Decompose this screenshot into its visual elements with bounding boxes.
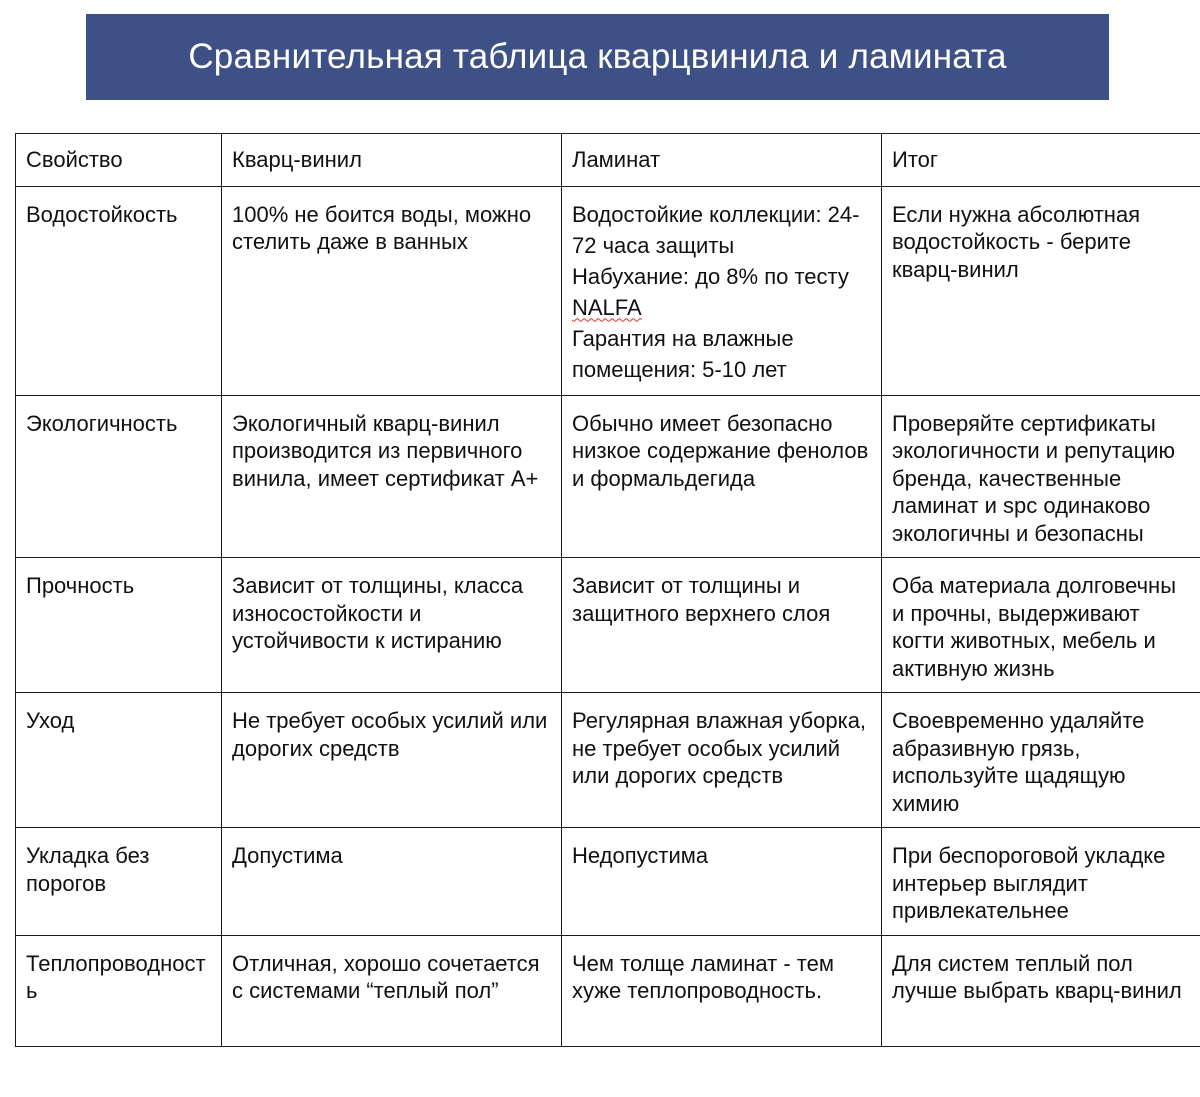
cell-summary: Своевременно удаляйте абразивную грязь, используйте щадящую химию bbox=[882, 693, 1200, 828]
cell-summary: Оба материала долговечны и прочны, выдерживают когти животных, мебель и активную жизнь bbox=[882, 558, 1200, 693]
cell-laminate: Регулярная влажная уборка, не требует особых усилий или дорогих средств bbox=[562, 693, 882, 828]
cell-quartz-vinyl: Не требует особых усилий или дорогих средств bbox=[222, 693, 562, 828]
cell-summary: Проверяйте сертификаты экологичности и репутацию бренда, качественные ламинат и spc одинаково экологичны и безопасны bbox=[882, 395, 1200, 558]
laminate-line-collections: Водостойкие коллекции: 24-72 часа защиты bbox=[572, 201, 860, 258]
cell-quartz-vinyl: Экологичный кварц-винил производится из первичного винила, имеет сертификат A+ bbox=[222, 395, 562, 558]
cell-property: Экологичность bbox=[16, 395, 222, 558]
comparison-table bbox=[15, 133, 1200, 1047]
cell-laminate: Зависит от толщины и защитного верхнего слоя bbox=[562, 558, 882, 693]
header-cell-laminate: Ламинат bbox=[562, 134, 882, 187]
header-cell-property: Свойство bbox=[16, 134, 222, 187]
cell-summary: При беспороговой укладке интерьер выглядит привлекательнее bbox=[882, 828, 1200, 936]
table-row bbox=[16, 395, 1200, 558]
table-row bbox=[16, 935, 1200, 1046]
page-title: Сравнительная таблица кварцвинила и ламината bbox=[188, 37, 1007, 76]
cell-quartz-vinyl: Допустима bbox=[222, 828, 562, 936]
cell-laminate: Обычно имеет безопасно низкое содержание фенолов и формальдегида bbox=[562, 395, 882, 558]
cell-summary: Для систем теплый пол лучше выбрать кварц-винил bbox=[882, 935, 1200, 1046]
cell-summary: Если нужна абсолютная водостойкость - берите кварц-винил bbox=[882, 186, 1200, 395]
cell-laminate bbox=[562, 186, 882, 395]
cell-property: Уход bbox=[16, 693, 222, 828]
header-cell-summary: Итог bbox=[882, 134, 1200, 187]
laminate-swelling-text: Набухание: до 8% по тесту bbox=[572, 263, 849, 289]
cell-property: Теплопроводность bbox=[16, 935, 222, 1046]
laminate-line-warranty: Гарантия на влажные помещения: 5-10 лет bbox=[572, 325, 794, 382]
cell-laminate: Недопустима bbox=[562, 828, 882, 936]
cell-property: Водостойкость bbox=[16, 186, 222, 395]
table-row bbox=[16, 693, 1200, 828]
cell-quartz-vinyl: Зависит от толщины, класса износостойкости и устойчивости к истиранию bbox=[222, 558, 562, 693]
title-banner bbox=[86, 14, 1109, 100]
header-cell-quartz-vinyl: Кварц-винил bbox=[222, 134, 562, 187]
cell-laminate: Чем толще ламинат - тем хуже теплопроводность. bbox=[562, 935, 882, 1046]
cell-property: Укладка без порогов bbox=[16, 828, 222, 936]
table-row bbox=[16, 186, 1200, 395]
laminate-nalfa-term: NALFA bbox=[572, 294, 642, 320]
laminate-line-swelling bbox=[572, 261, 871, 323]
cell-quartz-vinyl: 100% не боится воды, можно стелить даже в ванных bbox=[222, 186, 562, 395]
cell-property: Прочность bbox=[16, 558, 222, 693]
table-header-row bbox=[16, 134, 1200, 187]
table-row bbox=[16, 558, 1200, 693]
cell-quartz-vinyl: Отличная, хорошо сочетается с системами “теплый пол” bbox=[222, 935, 562, 1046]
table-row bbox=[16, 828, 1200, 936]
